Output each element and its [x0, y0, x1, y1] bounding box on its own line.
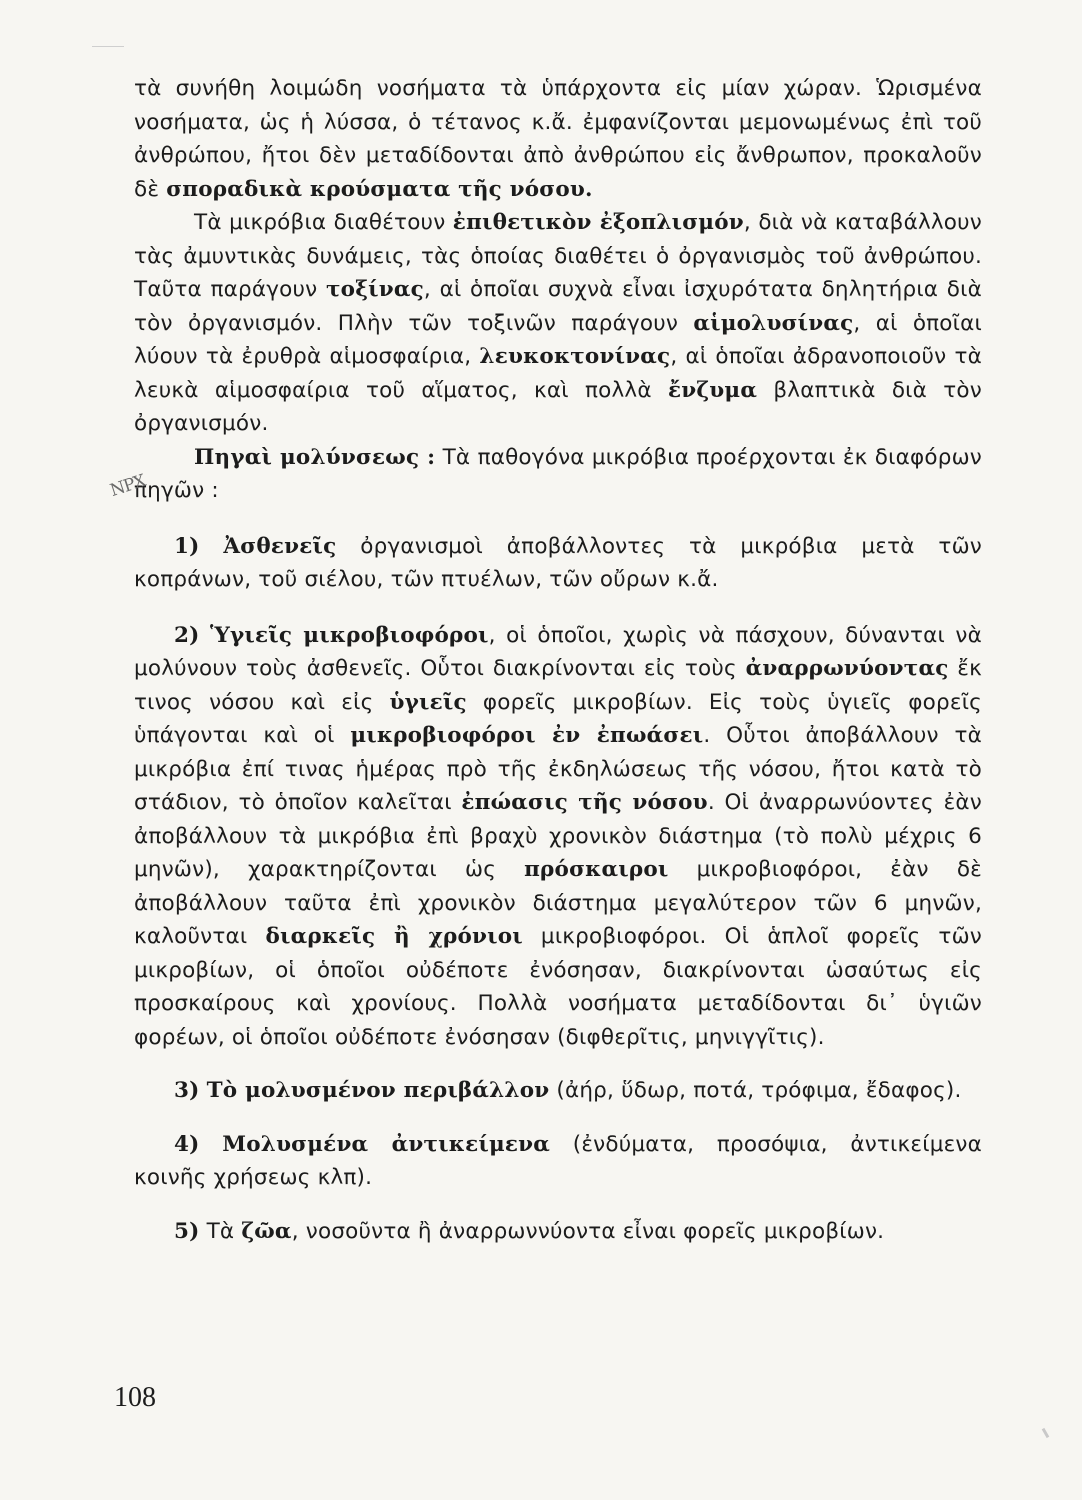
text-run: Τὰ	[199, 1218, 242, 1244]
bold-term: ἐπώασις τῆς νόσου	[461, 790, 708, 815]
paragraph-microbes-weapons	[134, 206, 982, 441]
text-run: , οἱ ὁποῖοι, χωρὶς νὰ πάσχουν, δύνανται νὰ μολύνουν τοὺς ἀσθενεῖς. Οὗτοι διακρίνονται εἰς τοὺς	[134, 622, 982, 681]
scan-smudge	[1042, 1428, 1050, 1438]
list-item-2	[134, 619, 982, 1055]
bold-term: ὑγιεῖς	[389, 689, 467, 715]
bold-term: αἱμολυσίνας	[693, 310, 854, 336]
bold-term: Μολυσμένα ἀντικείμενα	[222, 1131, 551, 1157]
page-number: 108	[114, 1382, 156, 1413]
text-run: , αἱ ὁποῖαι λύουν τὰ ἐρυθρὰ αἱμοσφαίρια,	[134, 310, 982, 369]
paragraph-continuation	[134, 72, 982, 206]
bold-term: ἐπιθετικὸν ἐξοπλισμόν	[452, 210, 744, 235]
list-item-3	[134, 1074, 982, 1108]
bold-term: ἔνζυμα	[667, 377, 758, 403]
page-body	[134, 72, 982, 1248]
text-run: ὀργανισμοὶ ἀποβάλλοντες τὰ μικρόβια μετὰ τῶν κοπράνων, τοῦ σιέλου, τῶν πτυέλων, τῶν οὔρων κ.ἄ.	[134, 533, 982, 592]
list-number: 5)	[174, 1218, 200, 1244]
text-run: Τὰ μικρόβια διαθέτουν	[194, 210, 453, 235]
section-heading: Πηγαὶ μολύνσεως :	[194, 444, 436, 470]
bold-term: Τὸ μολυσμένον περιβάλλον	[206, 1078, 550, 1103]
list-number: 3)	[174, 1078, 200, 1103]
bold-term: τοξίνας	[326, 277, 424, 302]
list-item-4	[134, 1128, 982, 1195]
text-run: , αἱ ὁποῖαι συχνὰ εἶναι ἰσχυρότατα δηλητήρια διὰ τὸν ὀργανισμόν. Πλὴν τῶν τοξινῶν παράγουν	[134, 277, 982, 336]
scan-edge-mark	[92, 46, 124, 47]
list-item-1	[134, 530, 982, 597]
text-run: τὰ συνήθη λοιμώδη νοσήματα τὰ ὑπάρχοντα εἰς μίαν χώραν. Ὡρισμένα νοσήματα, ὡς ἡ λύσσα, ὁ τέτανος κ.ἄ. ἐμφανίζονται μεμονωμένως ἐπὶ τοῦ ἀνθρώπου, ἤτοι δὲν μεταδίδονται ἀπὸ ἀνθρώπου εἰς ἄνθρωπον, προκαλοῦν δὲ	[134, 76, 982, 202]
bold-term: ζῶα	[241, 1218, 292, 1244]
text-run: . Οὗτοι ἀποβάλλουν τὰ μικρόβια ἐπί τινας ἡμέρας πρὸ τῆς ἐκδηλώσεως τῆς νόσου, ἤτοι κατὰ τὸ στάδιον, τὸ ὁποῖον καλεῖται	[134, 723, 982, 815]
text-run: . Οἱ ἀναρρωνύοντες ἐὰν ἀποβάλλουν τὰ μικρόβια ἐπὶ βραχὺ χρονικὸν διάστημα (τὸ πολὺ μέχρις 6 μηνῶν), χαρακτηρίζονται ὡς	[134, 790, 982, 882]
handwritten-margin-note: ΝΡΧ	[107, 471, 148, 501]
text-run: Τὰ παθογόνα μικρόβια προέρχονται ἐκ διαφόρων πηγῶν :	[134, 444, 982, 503]
bold-term: ἀναρρωνύοντας	[745, 656, 949, 681]
text-run: μικροβιοφόροι, ἐὰν δὲ ἀποβάλλουν ταῦτα ἐπὶ χρονικὸν διάστημα μεγαλύτερον τῶν 6 μηνῶν, καλοῦνται	[134, 857, 982, 949]
list-number: 2)	[174, 622, 200, 648]
text-run: μικροβιοφόροι. Οἱ ἁπλοῖ φορεῖς τῶν μικροβίων, οἱ ὁποῖοι οὐδέποτε ἐνόσησαν, διακρίνονται ὡσαύτως εἰς προσκαίρους καὶ χρονίους. Πολλὰ νοσήματα μεταδίδονται δι᾽ ὑγιῶν φορέων, οἱ ὁποῖοι οὐδέποτε ἐνόσησαν (διφθερῖτις, μηνιγγῖτις).	[134, 924, 982, 1050]
bold-term: πρόσκαιροι	[524, 857, 669, 882]
paragraph-sources-heading	[134, 441, 982, 508]
text-run: ἔκ τινος νόσου καὶ εἰς	[134, 656, 982, 715]
text-run: φορεῖς μικροβίων. Εἰς τοὺς ὑγιεῖς φορεῖς ὑπάγονται καὶ οἱ	[134, 689, 982, 748]
list-item-5	[134, 1215, 982, 1249]
text-run: (ἀήρ, ὕδωρ, ποτά, τρόφιμα, ἔδαφος).	[549, 1078, 962, 1103]
bold-term: Ἀσθενεῖς	[223, 533, 337, 559]
bold-term: διαρκεῖς ἢ χρόνιοι	[265, 924, 523, 949]
text-run: , νοσοῦντα ἢ ἀναρρωννύοντα εἶναι φορεῖς μικροβίων.	[291, 1218, 885, 1244]
text-run: (ἐνδύματα, προσόψια, ἀντικείμενα κοινῆς χρήσεως κλπ).	[134, 1131, 982, 1190]
text-run: , αἱ ὁποῖαι ἀδρανοποιοῦν τὰ λευκὰ αἱμοσφαίρια τοῦ αἵματος, καὶ πολλὰ	[134, 344, 982, 403]
bold-term: Ὑγιεῖς μικροβιοφόροι	[210, 622, 489, 648]
bold-term: λευκοκτονίνας	[479, 344, 671, 369]
text-run: , διὰ νὰ καταβάλλουν τὰς ἀμυντικὰς δυνάμεις, τὰς ὁποίας διαθέτει ὁ ὀργανισμὸς τοῦ ἀνθρώπου. Ταῦτα παράγουν	[134, 210, 982, 302]
list-number: 4)	[174, 1131, 200, 1157]
text-run: βλαπτικὰ διὰ τὸν ὀργανισμόν.	[134, 377, 982, 436]
list-number: 1)	[174, 533, 200, 559]
bold-term: μικροβιοφόροι ἐν ἐπωάσει	[350, 723, 704, 748]
bold-term: σποραδικὰ κρούσματα τῆς νόσου.	[166, 176, 593, 202]
